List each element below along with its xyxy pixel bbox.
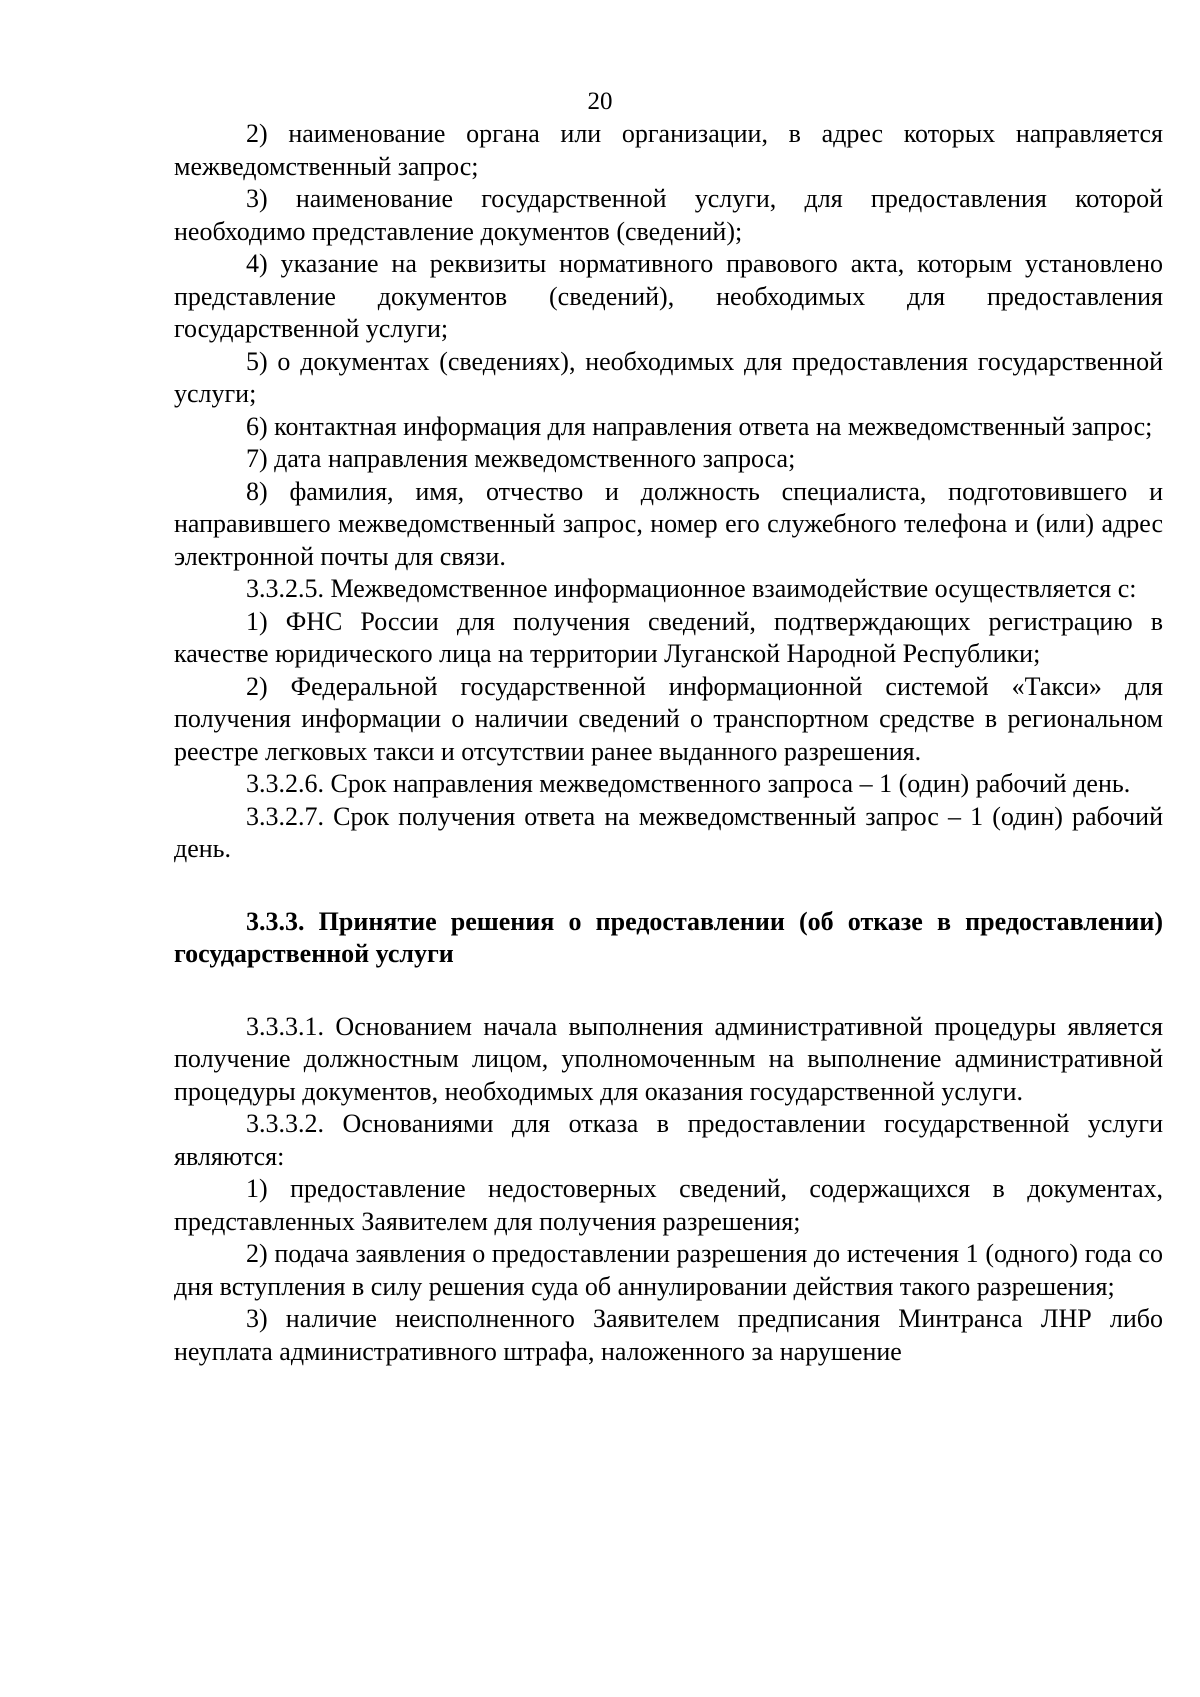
clause-3-3-2-6: 3.3.2.6. Срок направления межведомственного запроса – 1 (один) рабочий день.	[246, 769, 1131, 798]
clause-3-3-2-5: 3.3.2.5. Межведомственное информационное взаимодействие осуществляется с:	[246, 574, 1137, 603]
refusal-item-3: 3) наличие неисполненного Заявителем предписания Минтранса ЛНР либо неуплата административного штрафа, наложенного за нарушение	[174, 1304, 1163, 1366]
clause-3-3-2-7: 3.3.2.7. Срок получения ответа на межведомственный запрос – 1 (один) рабочий день.	[174, 801, 1163, 863]
list-item-7: 7) дата направления межведомственного запроса;	[246, 444, 796, 473]
interaction-item-2: 2) Федеральной государственной информационной системой «Такси» для получения информации о наличии сведений о транспортном средстве в региональном реестре легковых такси и отсутствии ранее выданного разрешения.	[174, 671, 1163, 766]
clause-3-3-3-1: 3.3.3.1. Основанием начала выполнения административной процедуры является получение должностным лицом, уполномоченным на выполнение административной процедуры документов, необходимых для оказания государственной услуги.	[174, 1011, 1163, 1106]
interaction-item-1: 1) ФНС России для получения сведений, подтверждающих регистрацию в качестве юридического лица на территории Луганской Народной Республики;	[174, 606, 1163, 668]
document-body	[174, 118, 1163, 1368]
clause-3-3-3-2: 3.3.3.2. Основаниями для отказа в предоставлении государственной услуги являются:	[174, 1109, 1163, 1171]
list-item-6: 6) контактная информация для направления ответа на межведомственный запрос;	[246, 411, 1153, 441]
section-heading-3-3-3: 3.3.3. Принятие решения о предоставлении (об отказе в предоставлении) государственной услуги	[174, 906, 1163, 968]
list-item-2: 2) наименование органа или организации, в адрес которых направляется межведомственный запрос;	[174, 119, 1163, 181]
list-item-3: 3) наименование государственной услуги, для предоставления которой необходимо представление документов (сведений);	[174, 184, 1163, 246]
list-item-4: 4) указание на реквизиты нормативного правового акта, которым установлено представление документов (сведений), необходимых для предоставления государственной услуги;	[174, 249, 1163, 343]
page-number: 20	[587, 88, 613, 115]
refusal-item-1: 1) предоставление недостоверных сведений, содержащихся в документах, представленных Заявителем для получения разрешения;	[174, 1174, 1163, 1236]
list-item-8: 8) фамилия, имя, отчество и должность специалиста, подготовившего и направившего межведомственный запрос, номер его служебного телефона и (или) адрес электронной почты для связи.	[174, 476, 1163, 571]
refusal-item-2: 2) подача заявления о предоставлении разрешения до истечения 1 (одного) года со дня вступления в силу решения суда об аннулировании действия такого разрешения;	[174, 1239, 1163, 1301]
list-item-5: 5) о документах (сведениях), необходимых для предоставления государственной услуги;	[174, 346, 1163, 408]
